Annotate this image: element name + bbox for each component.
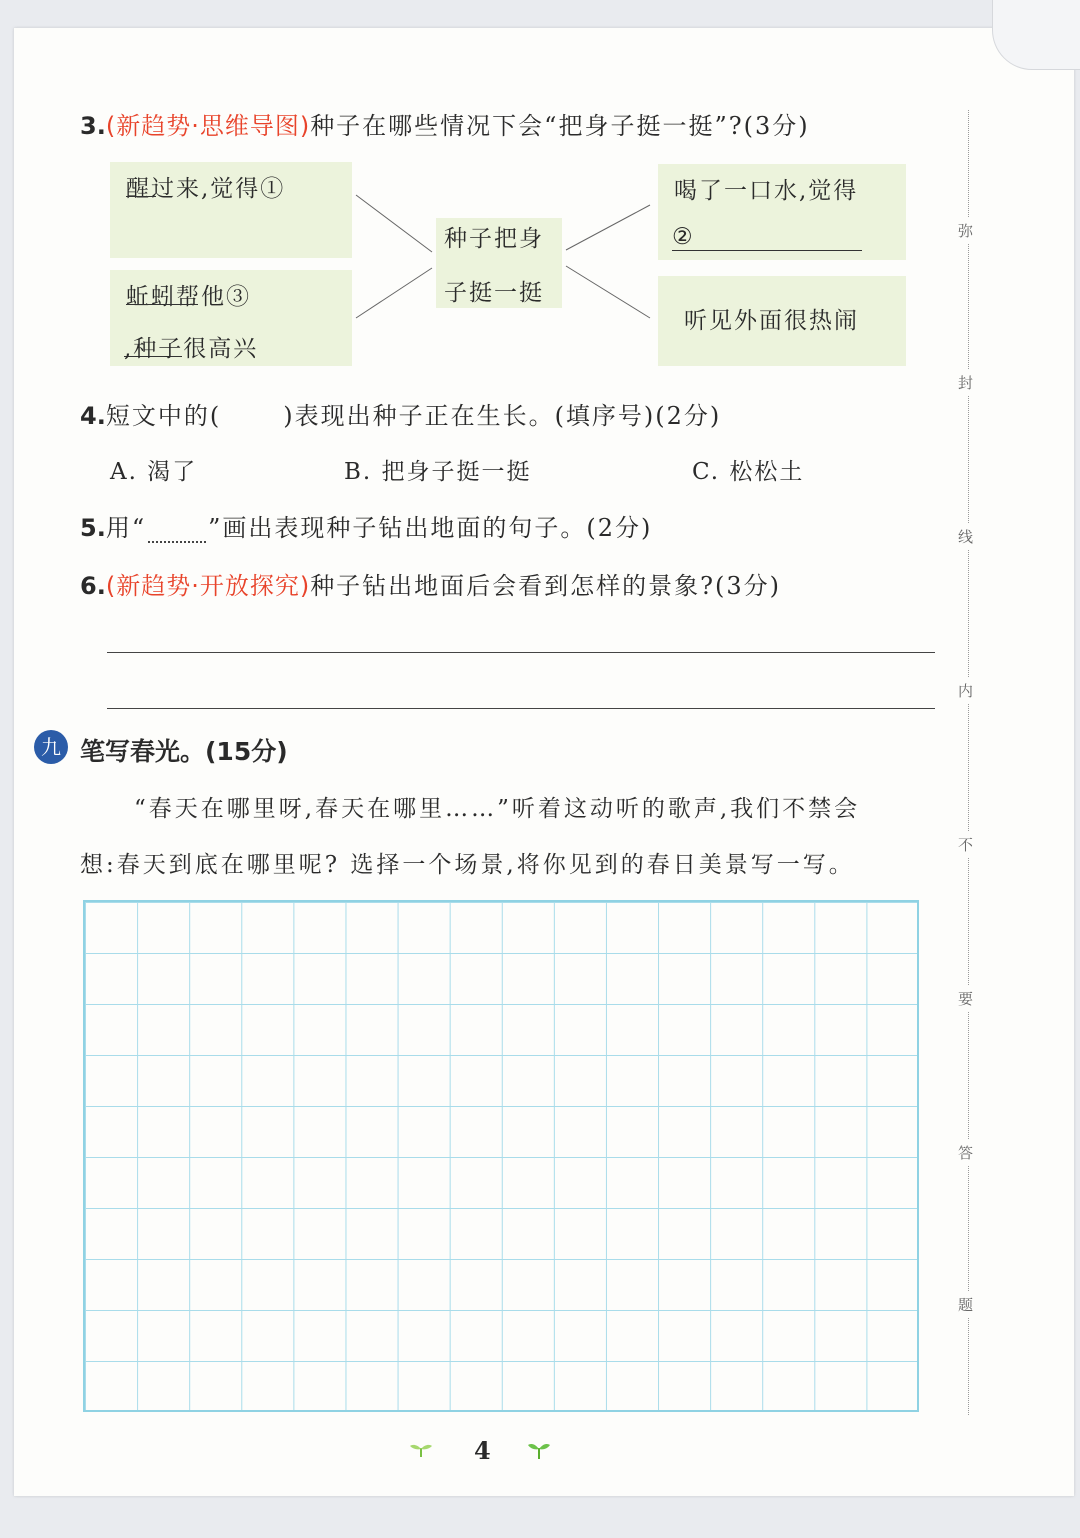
- option-a[interactable]: A. 渴了: [110, 459, 198, 485]
- center-text-line2: 子挺一挺: [444, 280, 544, 306]
- sprout-icon: [526, 1440, 552, 1460]
- question-text: 种子在哪些情况下会“把身子挺一挺”?(3分): [310, 112, 810, 140]
- margin-char: 弥: [958, 218, 973, 243]
- margin-char: 不: [958, 832, 973, 857]
- question-tag: (新趋势·开放探究): [105, 572, 311, 600]
- margin-char: 封: [958, 370, 973, 395]
- question-text: )表现出种子正在生长。(填序号)(2分): [283, 402, 722, 430]
- question-tag: (新趋势·思维导图): [105, 112, 311, 140]
- answer-line-1[interactable]: [107, 652, 935, 653]
- wavy-line-symbol: [148, 521, 206, 543]
- seal-line: [968, 110, 969, 1415]
- answer-blank-3[interactable]: [126, 278, 198, 305]
- question-5: [80, 508, 652, 543]
- question-text: 短文中的(: [105, 402, 222, 430]
- box-text: 醒过来,觉得①: [126, 176, 286, 202]
- question-number: 5.: [80, 514, 106, 542]
- writing-grid[interactable]: [83, 900, 919, 1412]
- option-b[interactable]: B. 把身子挺一挺: [344, 459, 532, 485]
- margin-char: 要: [958, 986, 973, 1011]
- center-text-line1: 种子把身: [444, 226, 544, 252]
- margin-char: 内: [958, 678, 973, 703]
- box-number: ②: [672, 224, 695, 250]
- box-text: 蚯蚓帮他③: [126, 284, 251, 310]
- page-number: 4: [474, 1436, 491, 1465]
- prompt-line-1: “春天在哪里呀,春天在哪里……”听着这动听的歌声,我们不禁会: [134, 796, 861, 822]
- question-number: 6.: [80, 572, 106, 600]
- box-text: ,种子很高兴: [124, 336, 259, 362]
- mindmap-box-bottom-right: [658, 276, 906, 366]
- mindmap-box-top-right: [658, 164, 906, 260]
- question-text: 用“: [105, 514, 147, 542]
- answer-blank-1[interactable]: [126, 170, 156, 197]
- option-c[interactable]: C. 松松土: [692, 459, 805, 485]
- sprout-icon: [408, 1440, 434, 1458]
- margin-char: 答: [958, 1140, 973, 1165]
- section-badge: 九: [34, 730, 68, 764]
- prompt-line-2: 想:春天到底在哪里呢? 选择一个场景,将你见到的春日美景写一写。: [80, 852, 855, 878]
- question-text: ”画出表现种子钻出地面的句子。(2分): [208, 514, 653, 542]
- question-number: 4.: [80, 402, 106, 430]
- mindmap-box-bottom-left: [110, 270, 352, 366]
- question-6: [80, 566, 781, 601]
- question-text: 种子钻出地面后会看到怎样的景象?(3分): [310, 572, 782, 600]
- margin-char: 题: [958, 1292, 973, 1317]
- question-number: 3.: [80, 112, 106, 140]
- answer-line-2[interactable]: [107, 708, 935, 709]
- margin-char: 线: [958, 524, 973, 549]
- mindmap-box-top-left: [110, 162, 352, 258]
- answer-blank-2[interactable]: [672, 224, 862, 251]
- mindmap-center-box: [436, 218, 562, 308]
- section-title: 笔写春光。(15分): [80, 737, 288, 766]
- box-text: 听见外面很热闹: [684, 308, 859, 334]
- box-text: 喝了一口水,觉得: [674, 178, 859, 204]
- question-4: [80, 396, 721, 431]
